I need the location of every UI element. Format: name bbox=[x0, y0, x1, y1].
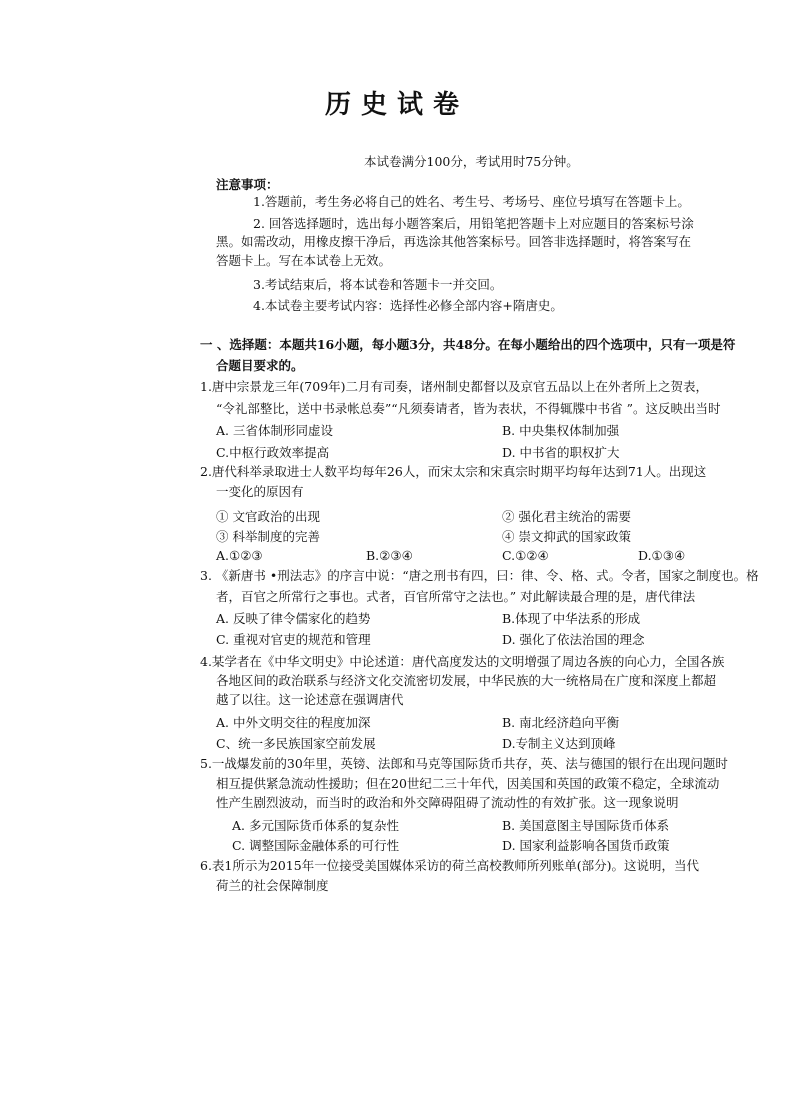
question-2-statement-3: ③ 科举制度的完善 bbox=[216, 529, 320, 544]
question-1-line-1: 1.唐中宗景龙三年(709年)二月有司奏，诸州制史都督以及京官五品以上在外者所上之贺表， bbox=[200, 379, 709, 394]
question-4-option-c: C、统一多民族国家空前发展 bbox=[216, 736, 376, 751]
question-1-line-2: “令礼部整比，送中书录帐总奏”“凡须奏请者，皆为表状，不得辄牒中书省 ”。这反映出当时 bbox=[216, 401, 721, 416]
notice-item-2-line-2: 黑。如需改动，用橡皮擦干净后，再选涂其他答案标号。回答非选择题时，将答案写在 bbox=[216, 234, 692, 249]
question-2-option-b: B.②③④ bbox=[366, 548, 413, 563]
question-5-option-a: A. 多元国际货币体系的复杂性 bbox=[232, 818, 399, 833]
question-6-line-2: 荷兰的社会保障制度 bbox=[216, 878, 329, 893]
question-5-line-1: 5.一战爆发前的30年里，英镑、法郎和马克等国际货币共存，英、法与德国的银行在出现问题时 bbox=[200, 756, 728, 771]
notice-item-4: 4.本试卷主要考试内容：选择性必修全部内容+隋唐史。 bbox=[253, 298, 563, 313]
question-1-option-a: A. 三省体制形同虚设 bbox=[216, 423, 333, 438]
question-2-line-1: 2.唐代科举录取进士人数平均每年26人，而宋太宗和宋真宗时期平均每年达到71人。出现这 bbox=[200, 464, 707, 479]
question-4-option-d: D.专制主义达到顶峰 bbox=[502, 736, 616, 751]
notice-item-2-line-1: 2. 回答选择题时，选出每小题答案后，用铅笔把答题卡上对应题目的答案标号涂 bbox=[253, 216, 694, 231]
exam-subtitle: 本试卷满分100分，考试用时75分钟。 bbox=[364, 154, 579, 169]
question-2-statement-4: ④ 崇文抑武的国家政策 bbox=[502, 529, 631, 544]
question-1-option-d: D. 中书省的职权扩大 bbox=[502, 445, 620, 460]
question-2-option-c: C.①②④ bbox=[502, 548, 549, 563]
section-heading-line-2: 合题目要求的。 bbox=[216, 358, 304, 373]
question-4-line-1: 4.某学者在《中华文明史》中论述道：唐代高度发达的文明增强了周边各族的向心力，全国各族 bbox=[200, 654, 725, 669]
question-2-option-d: D.①③④ bbox=[638, 548, 686, 563]
question-6-line-1: 6.表1所示为2015年一位接受美国媒体采访的荷兰高校教师所列账单(部分)。这说明，当代 bbox=[200, 858, 699, 873]
page-title: 历史试卷 bbox=[324, 90, 469, 120]
question-2-statement-1: ① 文官政治的出现 bbox=[216, 509, 320, 524]
question-3-option-c: C. 重视对官吏的规范和管理 bbox=[216, 632, 371, 647]
question-5-line-2: 相互提供紧急流动性援助；但在20世纪二三十年代，因美国和英国的政策不稳定，全球流动 bbox=[216, 776, 720, 791]
notice-heading: 注意事项： bbox=[216, 177, 279, 192]
question-1-option-c: C.中枢行政效率提高 bbox=[216, 445, 330, 460]
question-3-line-1: 3. 《新唐书 •刑法志》的序言中说：“唐之刑书有四，曰：律、令、格、式。令者，国家之制度也。格 bbox=[200, 568, 759, 583]
question-5-option-d: D. 国家利益影响各国货币政策 bbox=[502, 838, 670, 853]
question-4-line-3: 越了以往。这一论述意在强调唐代 bbox=[216, 692, 404, 707]
question-4-option-a: A. 中外文明交往的程度加深 bbox=[216, 715, 371, 730]
question-2-statement-2: ② 强化君主统治的需要 bbox=[502, 509, 631, 524]
question-5-line-3: 性产生剧烈波动，而当时的政治和外交障碍阻碍了流动性的有效扩张。这一现象说明 bbox=[216, 795, 679, 810]
section-heading-line-1: 一 、选择题：本题共16小题，每小题3分，共48分。在每小题给出的四个选项中，只有一项是符 bbox=[200, 337, 736, 352]
question-4-option-b: B. 南北经济趋向平衡 bbox=[502, 715, 620, 730]
question-3-option-a: A. 反映了律令儒家化的趋势 bbox=[216, 611, 371, 626]
notice-item-1: 1.答题前，考生务必将自己的姓名、考生号、考场号、座位号填写在答题卡上。 bbox=[253, 194, 690, 209]
question-2-line-2: 一变化的原因有 bbox=[216, 484, 304, 499]
question-5-option-c: C. 调整国际金融体系的可行性 bbox=[232, 838, 400, 853]
notice-item-3: 3.考试结束后，将本试卷和答题卡一并交回。 bbox=[253, 277, 503, 292]
question-5-option-b: B. 美国意图主导国际货币体系 bbox=[502, 818, 670, 833]
question-3-line-2: 者，百官之所常行之事也。式者，百官所常守之法也。” 对此解读最合理的是，唐代律法 bbox=[216, 589, 696, 604]
question-1-option-b: B. 中央集权体制加强 bbox=[502, 423, 620, 438]
question-3-option-b: B.体现了中华法系的形成 bbox=[502, 611, 641, 626]
question-3-option-d: D. 强化了依法治国的理念 bbox=[502, 632, 645, 647]
question-2-option-a: A.①②③ bbox=[216, 548, 263, 563]
question-4-line-2: 各地区间的政治联系与经济文化交流密切发展，中华民族的大一统格局在广度和深度上都超 bbox=[216, 673, 717, 688]
notice-item-2-line-3: 答题卡上。写在本试卷上无效。 bbox=[216, 253, 392, 268]
